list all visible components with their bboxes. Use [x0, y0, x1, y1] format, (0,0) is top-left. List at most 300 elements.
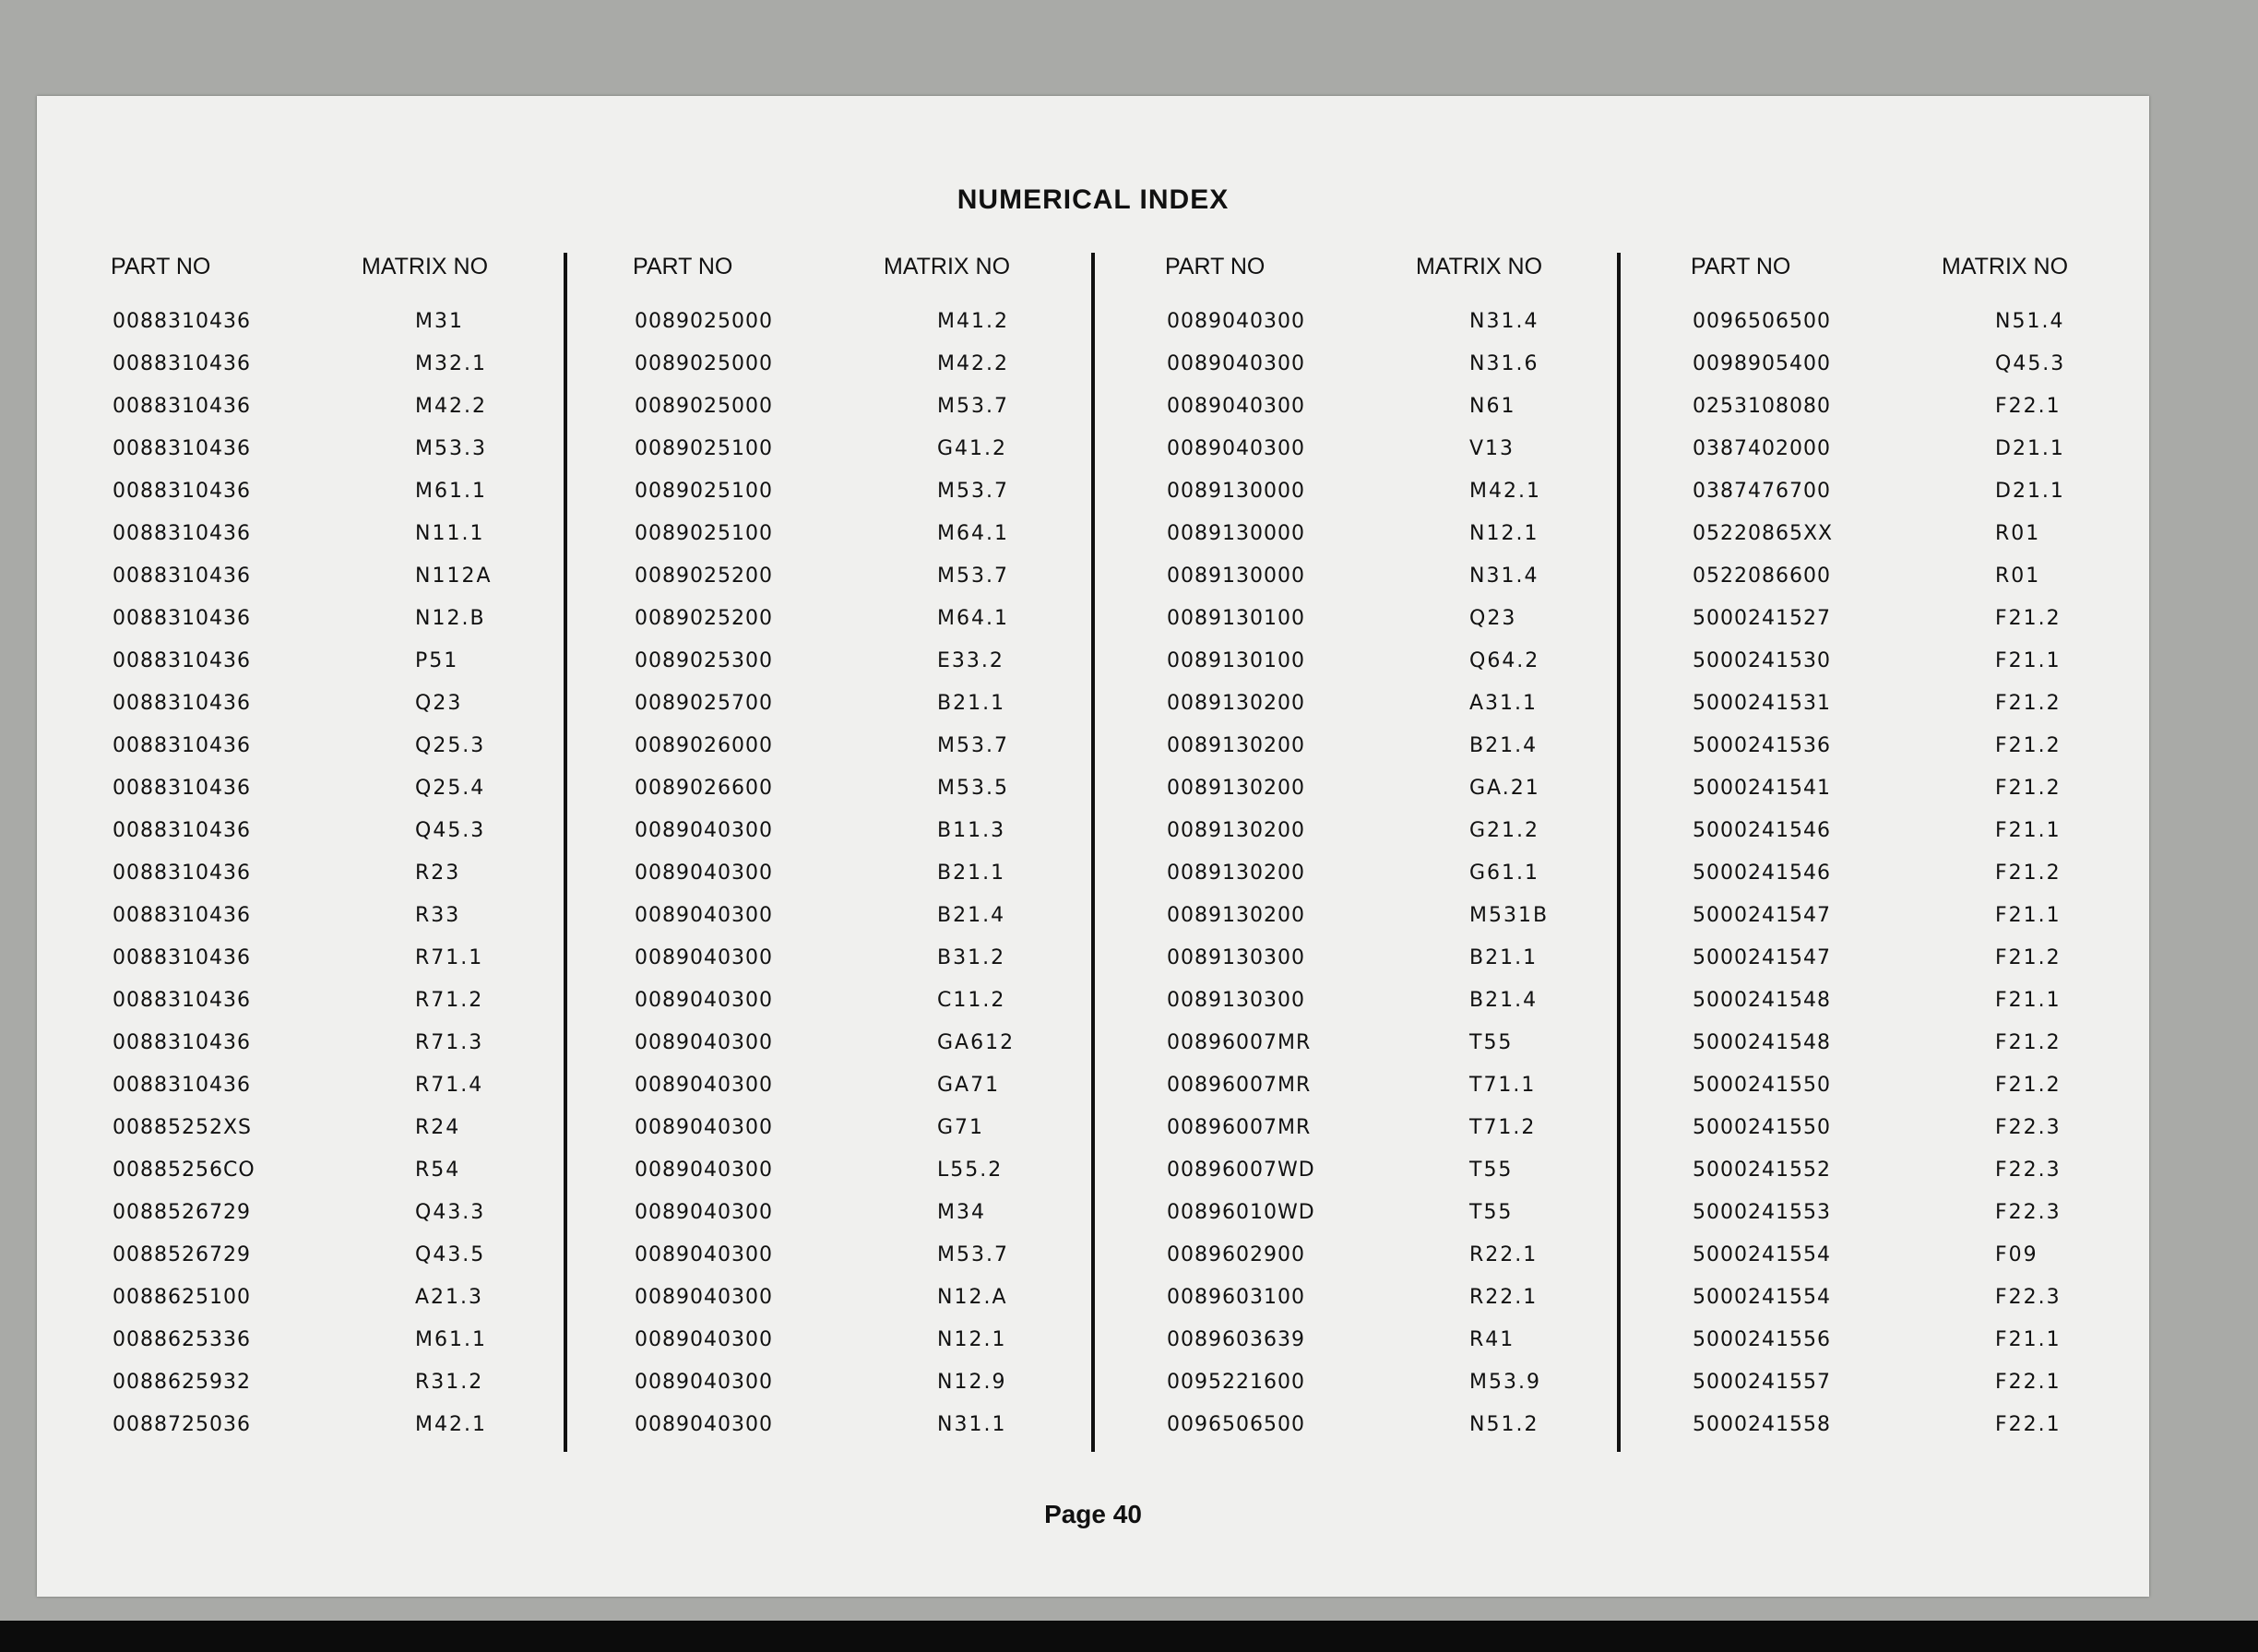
matrix-number-cell: Q23 [415, 692, 463, 715]
table-row [111, 1277, 609, 1319]
matrix-number-cell: M64.1 [937, 607, 1009, 630]
matrix-number-cell: M42.1 [415, 1413, 487, 1436]
table-row [633, 598, 1131, 640]
matrix-number-cell: F21.2 [1995, 692, 2062, 715]
table-row [111, 810, 609, 852]
table-row [1165, 980, 1663, 1022]
matrix-number-cell: M61.1 [415, 1328, 487, 1351]
matrix-number-cell: R01 [1995, 565, 2041, 588]
matrix-number-cell: M61.1 [415, 480, 487, 503]
matrix-number-cell: L55.2 [937, 1159, 1004, 1182]
table-row [633, 1149, 1131, 1192]
matrix-number-cell: N12.B [415, 607, 486, 630]
table-row [111, 555, 609, 598]
part-number-cell: 0088526729 [113, 1201, 251, 1224]
table-row [1165, 555, 1663, 598]
part-number-cell: 0088310436 [113, 395, 251, 418]
matrix-number-cell: R22.1 [1469, 1286, 1539, 1309]
table-row [1691, 386, 2189, 428]
matrix-number-cell: N12.1 [1469, 522, 1539, 545]
table-row [1691, 725, 2189, 767]
matrix-no-header: MATRIX NO [1416, 254, 1543, 279]
part-number-cell: 0088310436 [113, 649, 251, 672]
table-row [1165, 1234, 1663, 1277]
table-row [1165, 470, 1663, 513]
matrix-number-cell: M53.5 [937, 777, 1009, 800]
table-row [111, 980, 609, 1022]
part-number-cell: 0088310436 [113, 734, 251, 757]
table-row [1165, 1192, 1663, 1234]
table-row [1691, 1192, 2189, 1234]
matrix-number-cell: B21.1 [937, 862, 1006, 885]
part-number-cell: 5000241557 [1693, 1371, 1831, 1394]
part-number-cell: 0089130000 [1167, 480, 1305, 503]
part-number-cell: 0088310436 [113, 989, 251, 1012]
matrix-number-cell: F09 [1995, 1243, 2038, 1266]
part-number-cell: 5000241527 [1693, 607, 1831, 630]
matrix-number-cell: P51 [415, 649, 459, 672]
part-no-header: PART NO [1691, 254, 1791, 279]
table-row [1691, 852, 2189, 895]
part-no-header: PART NO [111, 254, 211, 279]
part-number-cell: 5000241550 [1693, 1074, 1831, 1097]
table-row [111, 683, 609, 725]
part-number-cell: 0089025100 [635, 480, 773, 503]
matrix-number-cell: F22.3 [1995, 1116, 2062, 1139]
part-number-cell: 0089040300 [635, 989, 773, 1012]
part-number-cell: 5000241552 [1693, 1159, 1831, 1182]
matrix-number-cell: F22.3 [1995, 1286, 2062, 1309]
matrix-number-cell: M31 [415, 310, 464, 333]
table-row [633, 1404, 1131, 1446]
index-column-2 [633, 248, 1131, 1446]
matrix-number-cell: F21.1 [1995, 989, 2062, 1012]
part-number-cell: 0088310436 [113, 904, 251, 927]
table-row [633, 1107, 1131, 1149]
part-number-cell: 0088310436 [113, 777, 251, 800]
part-number-cell: 5000241558 [1693, 1413, 1831, 1436]
matrix-number-cell: T55 [1469, 1159, 1514, 1182]
part-number-cell: 0387476700 [1693, 480, 1831, 503]
table-row [1165, 343, 1663, 386]
part-number-cell: 5000241547 [1693, 904, 1831, 927]
matrix-number-cell: Q43.3 [415, 1201, 486, 1224]
part-number-cell: 0089040300 [635, 1031, 773, 1054]
table-row [111, 1361, 609, 1404]
table-row [1691, 513, 2189, 555]
matrix-number-cell: R71.4 [415, 1074, 484, 1097]
table-row [1165, 683, 1663, 725]
matrix-number-cell: F22.1 [1995, 1413, 2062, 1436]
part-number-cell: 0088310436 [113, 692, 251, 715]
table-row [633, 428, 1131, 470]
matrix-number-cell: A21.3 [415, 1286, 484, 1309]
part-number-cell: 0089130200 [1167, 819, 1305, 842]
table-row [633, 937, 1131, 980]
part-number-cell: 0089025200 [635, 565, 773, 588]
part-number-cell: 0089130000 [1167, 565, 1305, 588]
part-number-cell: 0089130000 [1167, 522, 1305, 545]
part-number-cell: 0089025000 [635, 310, 773, 333]
matrix-number-cell: Q25.4 [415, 777, 486, 800]
matrix-number-cell: M53.7 [937, 565, 1009, 588]
matrix-number-cell: Q43.5 [415, 1243, 486, 1266]
part-number-cell: 0089040300 [1167, 437, 1305, 460]
table-row [1691, 980, 2189, 1022]
matrix-number-cell: M53.9 [1469, 1371, 1541, 1394]
matrix-number-cell: G41.2 [937, 437, 1008, 460]
matrix-number-cell: M53.7 [937, 395, 1009, 418]
matrix-number-cell: N51.2 [1469, 1413, 1539, 1436]
part-number-cell: 5000241550 [1693, 1116, 1831, 1139]
table-row [633, 513, 1131, 555]
table-row [111, 343, 609, 386]
table-row [1691, 301, 2189, 343]
table-row [1165, 386, 1663, 428]
matrix-number-cell: R23 [415, 862, 461, 885]
table-row [1165, 598, 1663, 640]
table-row [1165, 852, 1663, 895]
part-number-cell: 00896007WD [1167, 1159, 1315, 1182]
part-number-cell: 00885252XS [113, 1116, 253, 1139]
part-no-header: PART NO [633, 254, 733, 279]
part-number-cell: 0089130300 [1167, 989, 1305, 1012]
part-number-cell: 0096506500 [1693, 310, 1831, 333]
table-row [633, 725, 1131, 767]
table-row [1165, 895, 1663, 937]
column-header [111, 248, 609, 285]
matrix-number-cell: B11.3 [937, 819, 1006, 842]
part-number-cell: 0089026600 [635, 777, 773, 800]
table-row [1165, 1064, 1663, 1107]
part-number-cell: 0253108080 [1693, 395, 1831, 418]
table-row [111, 937, 609, 980]
part-number-cell: 05220865XX [1693, 522, 1834, 545]
part-number-cell: 0089040300 [635, 1413, 773, 1436]
part-number-cell: 5000241546 [1693, 819, 1831, 842]
table-row [633, 555, 1131, 598]
part-number-cell: 0098905400 [1693, 352, 1831, 375]
matrix-number-cell: R22.1 [1469, 1243, 1539, 1266]
part-number-cell: 0089603100 [1167, 1286, 1305, 1309]
table-row [111, 1404, 609, 1446]
part-number-cell: 0088625336 [113, 1328, 251, 1351]
part-number-cell: 0096506500 [1167, 1413, 1305, 1436]
part-number-cell: 0089602900 [1167, 1243, 1305, 1266]
part-number-cell: 0089040300 [635, 946, 773, 969]
part-number-cell: 0089040300 [635, 1074, 773, 1097]
part-number-cell: 0089025100 [635, 437, 773, 460]
matrix-number-cell: N11.1 [415, 522, 485, 545]
matrix-number-cell: M531B [1469, 904, 1550, 927]
part-number-cell: 0089025700 [635, 692, 773, 715]
part-number-cell: 0088625100 [113, 1286, 251, 1309]
table-row [633, 470, 1131, 513]
part-number-cell: 5000241554 [1693, 1243, 1831, 1266]
part-number-cell: 0089040300 [1167, 395, 1305, 418]
part-number-cell: 0089130200 [1167, 904, 1305, 927]
matrix-number-cell: R41 [1469, 1328, 1515, 1351]
part-number-cell: 0089040300 [635, 819, 773, 842]
table-row [1165, 428, 1663, 470]
matrix-number-cell: M34 [937, 1201, 986, 1224]
matrix-no-header: MATRIX NO [362, 254, 489, 279]
table-row [1165, 810, 1663, 852]
matrix-number-cell: T71.1 [1469, 1074, 1537, 1097]
table-row [633, 852, 1131, 895]
table-row [1165, 1361, 1663, 1404]
part-no-header: PART NO [1165, 254, 1266, 279]
matrix-number-cell: N12.1 [937, 1328, 1007, 1351]
part-number-cell: 5000241547 [1693, 946, 1831, 969]
table-row [111, 301, 609, 343]
part-number-cell: 00896007MR [1167, 1116, 1312, 1139]
table-row [633, 640, 1131, 683]
page-number: Page 40 [1044, 1500, 1142, 1528]
table-row [1165, 767, 1663, 810]
matrix-number-cell: T71.2 [1469, 1116, 1537, 1139]
matrix-number-cell: F21.2 [1995, 1031, 2062, 1054]
table-row [633, 1361, 1131, 1404]
table-row [1691, 1022, 2189, 1064]
index-column-3 [1165, 248, 1663, 1446]
table-row [1691, 895, 2189, 937]
table-row [1165, 513, 1663, 555]
part-number-cell: 0089040300 [635, 1371, 773, 1394]
part-number-cell: 0387402000 [1693, 437, 1831, 460]
matrix-number-cell: F22.3 [1995, 1201, 2062, 1224]
matrix-number-cell: M53.3 [415, 437, 487, 460]
matrix-number-cell: Q45.3 [415, 819, 486, 842]
matrix-number-cell: F22.3 [1995, 1159, 2062, 1182]
matrix-number-cell: B21.1 [1469, 946, 1539, 969]
matrix-number-cell: R71.2 [415, 989, 484, 1012]
index-rows [1165, 301, 1663, 1446]
matrix-number-cell: B31.2 [937, 946, 1006, 969]
matrix-number-cell: M32.1 [415, 352, 487, 375]
part-number-cell: 5000241531 [1693, 692, 1831, 715]
column-divider [1091, 253, 1095, 1452]
matrix-number-cell: N31.6 [1469, 352, 1539, 375]
table-row [111, 767, 609, 810]
table-row [111, 852, 609, 895]
part-number-cell: 0089130300 [1167, 946, 1305, 969]
column-header [633, 248, 1131, 285]
matrix-number-cell: F21.2 [1995, 862, 2062, 885]
part-number-cell: 0089040300 [635, 1243, 773, 1266]
table-row [111, 470, 609, 513]
table-row [1691, 937, 2189, 980]
table-row [1165, 725, 1663, 767]
part-number-cell: 0088310436 [113, 310, 251, 333]
table-row [111, 1107, 609, 1149]
index-rows [1691, 301, 2189, 1446]
table-row [111, 1319, 609, 1361]
part-number-cell: 0088625932 [113, 1371, 251, 1394]
table-row [111, 640, 609, 683]
part-number-cell: 00896007MR [1167, 1031, 1312, 1054]
table-row [633, 1234, 1131, 1277]
table-row [1691, 683, 2189, 725]
column-divider [564, 253, 567, 1452]
part-number-cell: 0088310436 [113, 946, 251, 969]
matrix-number-cell: M64.1 [937, 522, 1009, 545]
part-number-cell: 0088310436 [113, 819, 251, 842]
part-number-cell: 0089130200 [1167, 777, 1305, 800]
part-number-cell: 0089026000 [635, 734, 773, 757]
matrix-number-cell: M53.7 [937, 480, 1009, 503]
matrix-number-cell: G71 [937, 1116, 985, 1139]
part-number-cell: 0088526729 [113, 1243, 251, 1266]
matrix-number-cell: M41.2 [937, 310, 1009, 333]
table-row [111, 1149, 609, 1192]
matrix-number-cell: F22.1 [1995, 395, 2062, 418]
part-number-cell: 0088310436 [113, 862, 251, 885]
table-row [111, 1192, 609, 1234]
part-number-cell: 00896010WD [1167, 1201, 1315, 1224]
table-row [1691, 1107, 2189, 1149]
table-row [1691, 1277, 2189, 1319]
part-number-cell: 0089040300 [1167, 310, 1305, 333]
table-row [633, 1277, 1131, 1319]
table-row [111, 598, 609, 640]
table-row [111, 895, 609, 937]
matrix-number-cell: N31.4 [1469, 565, 1539, 588]
matrix-number-cell: Q45.3 [1995, 352, 2066, 375]
matrix-no-header: MATRIX NO [884, 254, 1011, 279]
table-row [1691, 1064, 2189, 1107]
matrix-number-cell: M42.1 [1469, 480, 1541, 503]
matrix-number-cell: F21.2 [1995, 777, 2062, 800]
matrix-number-cell: GA612 [937, 1031, 1016, 1054]
matrix-number-cell: G21.2 [1469, 819, 1540, 842]
table-row [1165, 1149, 1663, 1192]
table-row [1165, 301, 1663, 343]
matrix-number-cell: A31.1 [1469, 692, 1539, 715]
matrix-number-cell: B21.4 [937, 904, 1006, 927]
table-row [633, 343, 1131, 386]
table-row [1691, 767, 2189, 810]
part-number-cell: 0089130200 [1167, 692, 1305, 715]
matrix-no-header: MATRIX NO [1942, 254, 2069, 279]
table-row [111, 725, 609, 767]
matrix-number-cell: M42.2 [415, 395, 487, 418]
part-number-cell: 0089025000 [635, 352, 773, 375]
index-rows [111, 301, 609, 1446]
part-number-cell: 0088310436 [113, 607, 251, 630]
matrix-number-cell: G61.1 [1469, 862, 1540, 885]
index-page-sheet [37, 96, 2149, 1597]
table-row [1691, 470, 2189, 513]
part-number-cell: 0089040300 [635, 904, 773, 927]
matrix-number-cell: N61 [1469, 395, 1516, 418]
part-number-cell: 0089025300 [635, 649, 773, 672]
table-row [1691, 1234, 2189, 1277]
table-row [111, 428, 609, 470]
part-number-cell: 0088310436 [113, 1031, 251, 1054]
part-number-cell: 0089040300 [635, 1201, 773, 1224]
part-number-cell: 0522086600 [1693, 565, 1831, 588]
table-row [111, 1022, 609, 1064]
part-number-cell: 5000241530 [1693, 649, 1831, 672]
matrix-number-cell: N51.4 [1995, 310, 2065, 333]
matrix-number-cell: F21.1 [1995, 1328, 2062, 1351]
table-row [1165, 937, 1663, 980]
part-number-cell: 0088310436 [113, 480, 251, 503]
part-number-cell: 0089130200 [1167, 862, 1305, 885]
index-column-4 [1691, 248, 2189, 1446]
table-row [1165, 1277, 1663, 1319]
column-divider [1617, 253, 1621, 1452]
part-number-cell: 0095221600 [1167, 1371, 1305, 1394]
matrix-number-cell: M53.7 [937, 1243, 1009, 1266]
matrix-number-cell: T55 [1469, 1031, 1514, 1054]
part-number-cell: 5000241548 [1693, 989, 1831, 1012]
part-number-cell: 0089040300 [635, 1286, 773, 1309]
part-number-cell: 0089025100 [635, 522, 773, 545]
part-number-cell: 0089025200 [635, 607, 773, 630]
matrix-number-cell: F21.2 [1995, 607, 2062, 630]
part-number-cell: 5000241556 [1693, 1328, 1831, 1351]
table-row [633, 683, 1131, 725]
part-number-cell: 0089603639 [1167, 1328, 1305, 1351]
matrix-number-cell: R31.2 [415, 1371, 484, 1394]
part-number-cell: 0088310436 [113, 565, 251, 588]
table-row [1691, 810, 2189, 852]
matrix-number-cell: Q23 [1469, 607, 1517, 630]
part-number-cell: 5000241554 [1693, 1286, 1831, 1309]
table-row [1691, 1149, 2189, 1192]
table-row [633, 1064, 1131, 1107]
table-row [111, 513, 609, 555]
matrix-number-cell: E33.2 [937, 649, 1004, 672]
table-row [633, 1319, 1131, 1361]
matrix-number-cell: D21.1 [1995, 480, 2065, 503]
part-number-cell: 0088310436 [113, 1074, 251, 1097]
table-row [1691, 598, 2189, 640]
matrix-number-cell: GA71 [937, 1074, 1001, 1097]
table-row [633, 767, 1131, 810]
matrix-number-cell: Q25.3 [415, 734, 486, 757]
matrix-number-cell: F22.1 [1995, 1371, 2062, 1394]
matrix-number-cell: F21.2 [1995, 1074, 2062, 1097]
matrix-number-cell: B21.4 [1469, 989, 1539, 1012]
table-row [1691, 555, 2189, 598]
part-number-cell: 0089040300 [635, 1328, 773, 1351]
matrix-number-cell: F21.2 [1995, 946, 2062, 969]
table-row [633, 895, 1131, 937]
column-header [1691, 248, 2189, 285]
table-row [633, 1192, 1131, 1234]
table-row [633, 386, 1131, 428]
part-number-cell: 5000241546 [1693, 862, 1831, 885]
part-number-cell: 0089130100 [1167, 649, 1305, 672]
part-number-cell: 0088310436 [113, 352, 251, 375]
matrix-number-cell: R71.1 [415, 946, 484, 969]
matrix-number-cell: N31.4 [1469, 310, 1539, 333]
table-row [1165, 1107, 1663, 1149]
matrix-number-cell: D21.1 [1995, 437, 2065, 460]
table-row [111, 1064, 609, 1107]
part-number-cell: 5000241541 [1693, 777, 1831, 800]
part-number-cell: 0088310436 [113, 522, 251, 545]
part-number-cell: 0089130100 [1167, 607, 1305, 630]
matrix-number-cell: Q64.2 [1469, 649, 1540, 672]
table-row [633, 301, 1131, 343]
matrix-number-cell: F21.1 [1995, 819, 2062, 842]
matrix-number-cell: N12.9 [937, 1371, 1007, 1394]
table-row [1165, 1319, 1663, 1361]
